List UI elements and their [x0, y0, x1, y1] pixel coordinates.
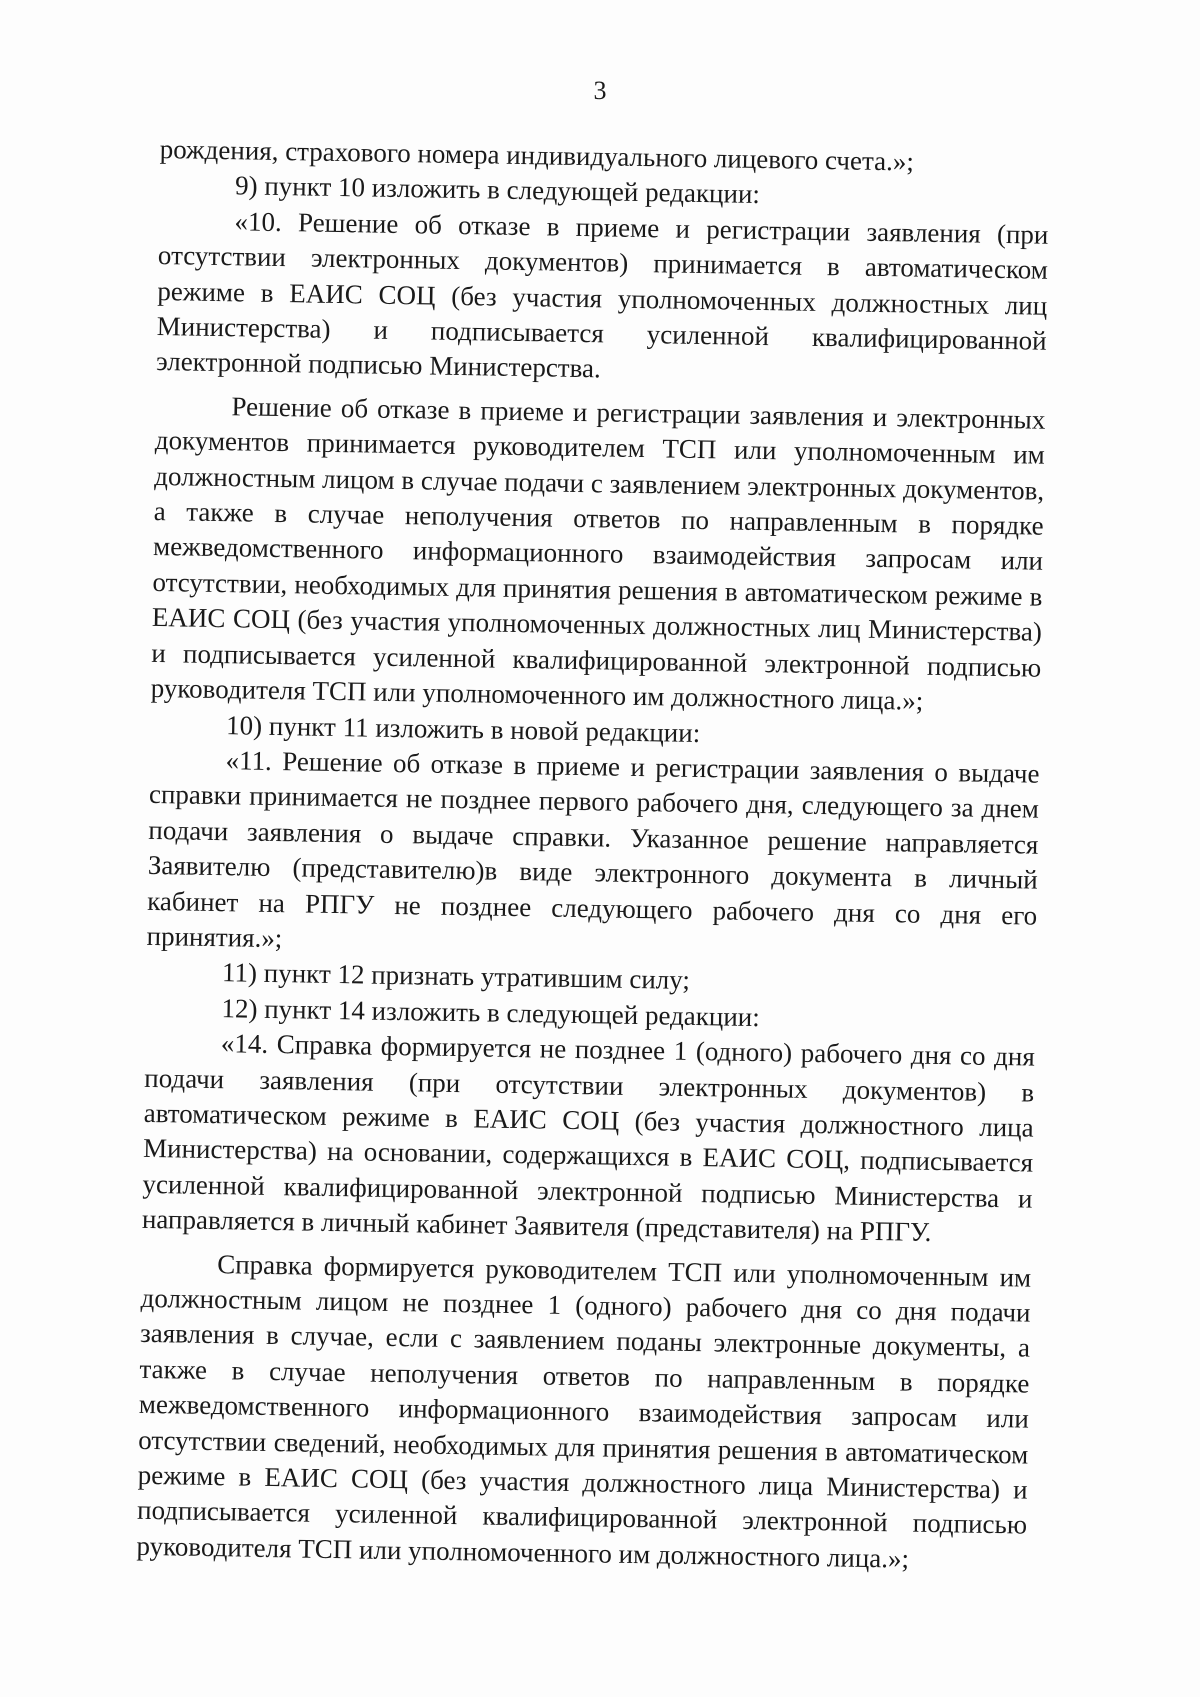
- page-number: 3: [593, 76, 607, 105]
- paragraph-item-9: 9) пункт 10 изложить в следующей редакции:: [234, 170, 761, 210]
- document-body: [136, 132, 1050, 1579]
- paragraph-clause-14-part-2: Справка формируется руководителем ТСП или уполномоченным им должностным лицом не позднее 1 (одного) рабочего дня со дня подачи заявления в случае, если с заявлением поданы электронные документы, а также в случае неполучения ответов по направленным в порядке межведомственного информационного взаимодействия запросам или отсутствии сведений, необходимых для принятия решения в автоматическом режиме в ЕАИС СОЦ (без участия должностного лица Министерства) и подписывается усиленной квалифицированной электронной подписью руководителя ТСП или уполномоченного им должностного лица.»;: [136, 1248, 1032, 1574]
- paragraph-item-11: 11) пункт 12 признать утратившим силу;: [221, 957, 691, 996]
- paragraph-continuation: рождения, страхового номера индивидуального лицевого счета.»;: [159, 133, 915, 177]
- paragraph-item-10: 10) пункт 11 изложить в новой редакции:: [225, 709, 701, 748]
- paragraph-clause-14: «14. Справка формируется не позднее 1 (одного) рабочего дня со дня подачи заявления (при отсутствии электронных документов) в автоматическом режиме в ЕАИС СОЦ (без участия должностного лица Министерства) на основании, содержащихся в ЕАИС СОЦ, подписывается усиленной квалифицированной электронной подписью Министерства и направляется в личный кабинет Заявителя (представителя) на РПГУ.: [141, 1028, 1036, 1248]
- paragraph-clause-10: «10. Решение об отказе в приеме и регистрации заявления (при отсутствии электронных документов) принимается в автоматическом режиме в ЕАИС СОЦ (без участия уполномоченных должностных лиц Министерства) и подписывается усиленной квалифицированной электронной подписью Министерства.: [155, 206, 1049, 384]
- paragraph-item-12: 12) пункт 14 изложить в следующей редакции:: [221, 992, 761, 1032]
- paragraph-clause-11: «11. Решение об отказе в приеме и регистрации заявления о выдаче справки принимается не позднее первого рабочего дня, следующего за днем подачи заявления о выдаче справки. Указанное решение направляется Заявителю (представителю)в виде электронного документа в личный кабинет на РПГУ не позднее следующего рабочего дня со дня его принятия.»;: [146, 745, 1040, 954]
- paragraph-clause-10-part-2: Решение об отказе в приеме и регистрации заявления и электронных документов принимается руководителем ТСП или уполномоченным им должностным лицом в случае подачи с заявлением электронных документов, а также в случае неполучения ответов по направленным в порядке межведомственного информационного взаимодействия запросам или отсутствии, необходимых для принятия решения в автоматическом режиме в ЕАИС СОЦ (без участия уполномоченных должностных лиц Министерства) и подписывается усиленной квалифицированной электронной подписью руководителя ТСП или уполномоченного им должностного лица.»;: [150, 391, 1046, 716]
